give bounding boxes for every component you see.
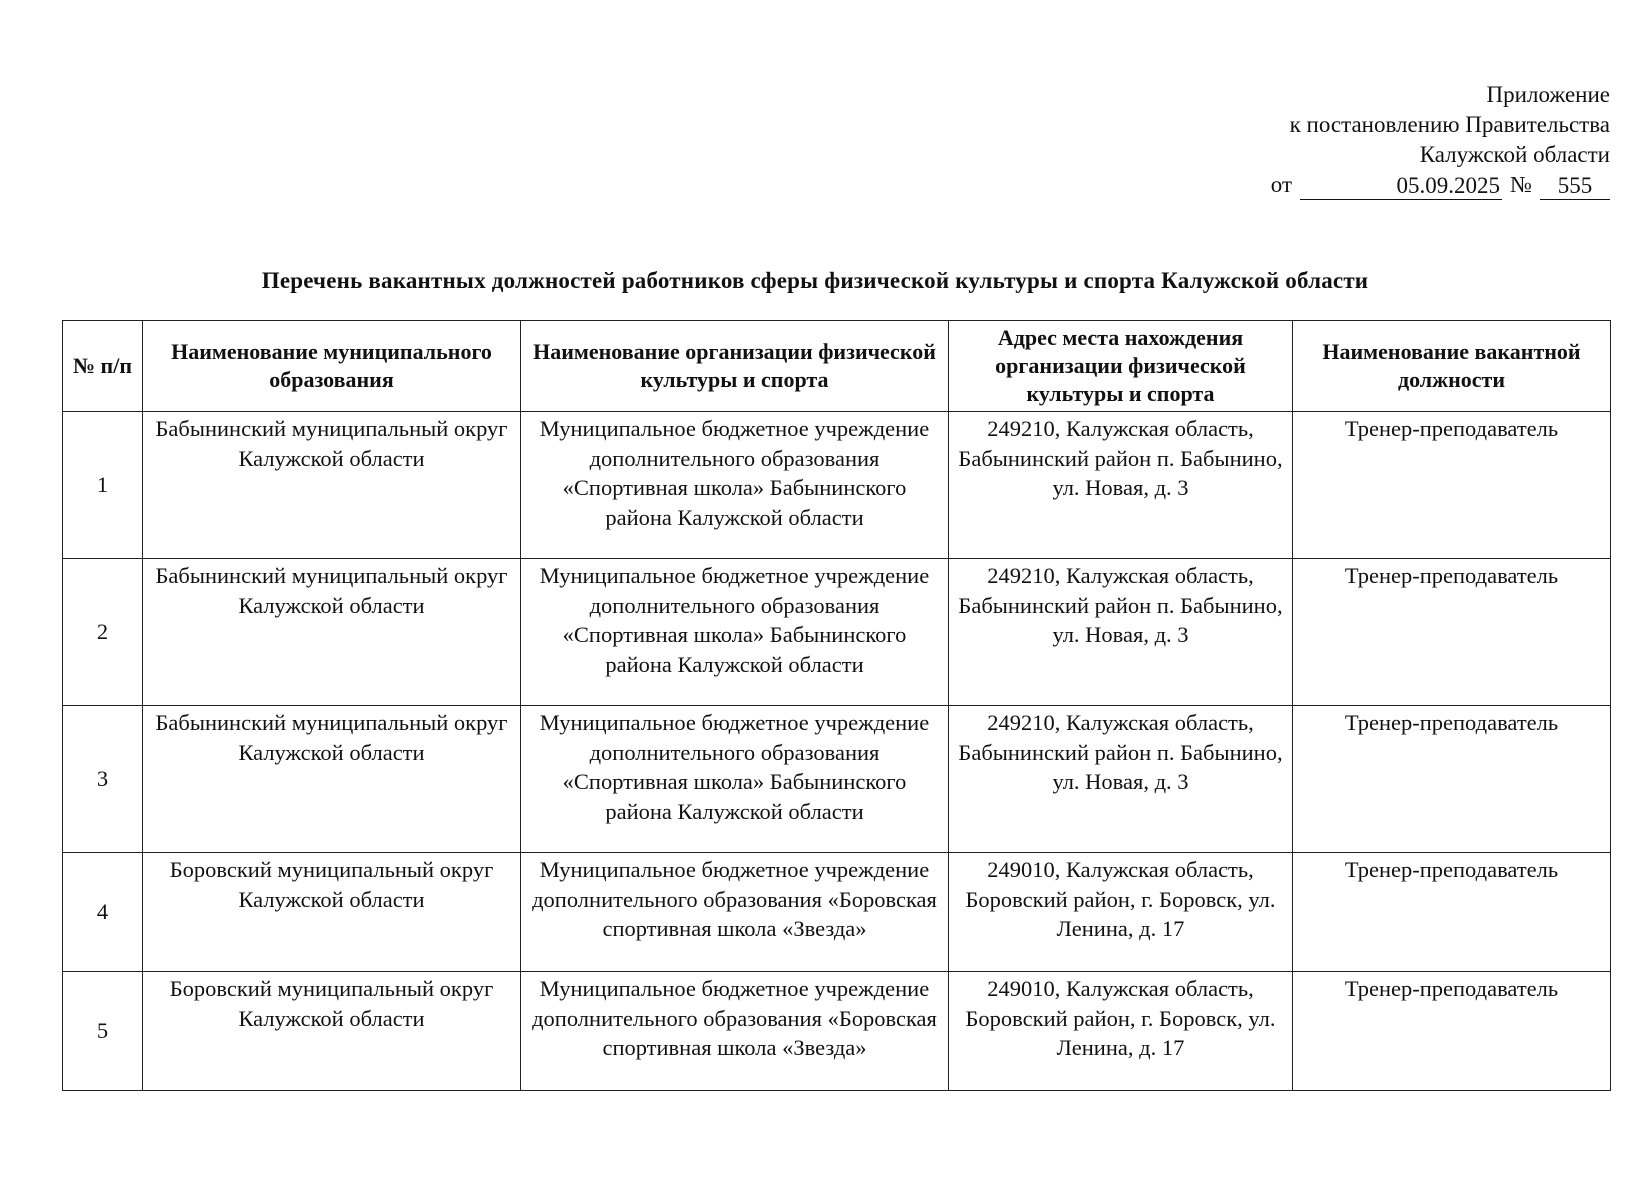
document-title: Перечень вакантных должностей работников сферы физической культуры и спорта Калужской области [261, 268, 1369, 293]
table-row [63, 972, 1611, 1091]
row-position: Тренер-преподаватель [1293, 853, 1611, 972]
table-row [63, 412, 1611, 559]
decree-reference: к постановлению Правительства [1289, 112, 1610, 137]
row-position: Тренер-преподаватель [1293, 559, 1611, 706]
row-address: 249010, Калужская область, Боровский район, г. Боровск, ул. Ленина, д. 17 [949, 853, 1293, 972]
row-num: 4 [63, 853, 143, 972]
row-num: 2 [63, 559, 143, 706]
header-position: Наименование вакантной должности [1293, 321, 1611, 412]
row-municipality: Бабынинский муниципальный округ Калужской области [143, 706, 521, 853]
row-num: 5 [63, 972, 143, 1091]
header-organization: Наименование организации физической культуры и спорта [521, 321, 949, 412]
row-address: 249210, Калужская область, Бабынинский район п. Бабынино, ул. Новая, д. 3 [949, 706, 1293, 853]
appendix-label: Приложение [1486, 82, 1610, 107]
appendix-header [1210, 80, 1610, 200]
row-position: Тренер-преподаватель [1293, 412, 1611, 559]
row-municipality: Боровский муниципальный округ Калужской области [143, 972, 521, 1091]
decree-number: 555 [1540, 173, 1610, 200]
number-label: № [1510, 172, 1532, 197]
vacancies-table [62, 320, 1611, 1091]
row-organization: Муниципальное бюджетное учреждение дополнительного образования «Боровская спортивная школа «Звезда» [521, 972, 949, 1091]
row-organization: Муниципальное бюджетное учреждение дополнительного образования «Боровская спортивная школа «Звезда» [521, 853, 949, 972]
header-num: № п/п [63, 321, 143, 412]
header-address: Адрес места нахождения организации физической культуры и спорта [949, 321, 1293, 412]
row-municipality: Бабынинский муниципальный округ Калужской области [143, 559, 521, 706]
table-row [63, 559, 1611, 706]
row-organization: Муниципальное бюджетное учреждение дополнительного образования «Спортивная школа» Бабынинского района Калужской области [521, 412, 949, 559]
from-label: от [1270, 172, 1293, 197]
row-municipality: Бабынинский муниципальный округ Калужской области [143, 412, 521, 559]
row-position: Тренер-преподаватель [1293, 972, 1611, 1091]
table-header-row [63, 321, 1611, 412]
decree-date-number [1210, 170, 1610, 200]
decree-date: 05.09.2025 [1300, 173, 1502, 200]
header-municipality: Наименование муниципального образования [143, 321, 521, 412]
table-row [63, 853, 1611, 972]
row-position: Тренер-преподаватель [1293, 706, 1611, 853]
table-row [63, 706, 1611, 853]
row-address: 249210, Калужская область, Бабынинский район п. Бабынино, ул. Новая, д. 3 [949, 559, 1293, 706]
row-address: 249010, Калужская область, Боровский район, г. Боровск, ул. Ленина, д. 17 [949, 972, 1293, 1091]
row-address: 249210, Калужская область, Бабынинский район п. Бабынино, ул. Новая, д. 3 [949, 412, 1293, 559]
row-organization: Муниципальное бюджетное учреждение дополнительного образования «Спортивная школа» Бабынинского района Калужской области [521, 706, 949, 853]
row-num: 3 [63, 706, 143, 853]
region-name: Калужской области [1419, 142, 1610, 167]
row-organization: Муниципальное бюджетное учреждение дополнительного образования «Спортивная школа» Бабынинского района Калужской области [521, 559, 949, 706]
row-municipality: Боровский муниципальный округ Калужской области [143, 853, 521, 972]
row-num: 1 [63, 412, 143, 559]
